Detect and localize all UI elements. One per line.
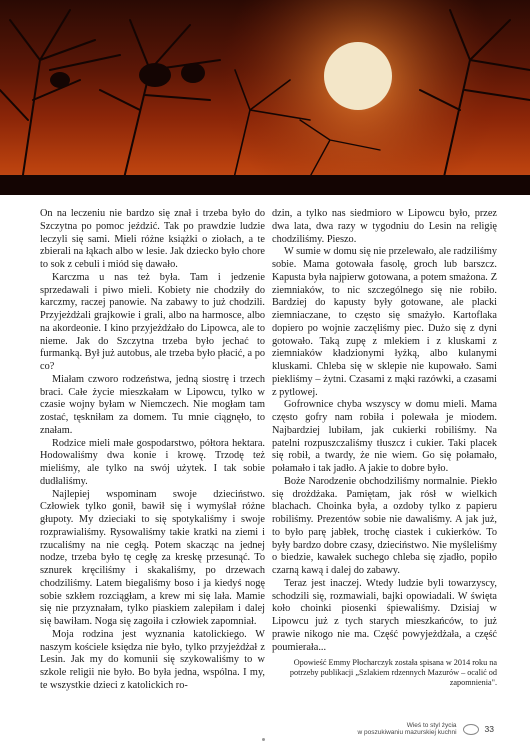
source-caption: Opowieść Emmy Płocharczyk została spisana w 2014 roku na potrzeby publikacji „Szlakiem rdzennych Mazurów – ocalić od zapomnienia". [289,658,497,688]
sunset-trees-illustration [0,0,530,195]
page-number: 33 [484,724,494,734]
paragraph: dzin, a tylko nas siedmioro w Lipowcu było, przez dwa lata, dwa razy w tygodniu do Lesin na religię chodziliśmy. Pieszo. [272,208,497,245]
paragraph: Rodzice mieli małe gospodarstwo, półtora hektara. Hodowaliśmy dwa konie i krowę. Trzodę też mieliśmy, ale tylko na swój użytek. I tak sobie dudłaliśmy. [40,437,265,487]
article-column-left [40,208,265,693]
divider-dot [262,738,265,741]
paragraph: Boże Narodzenie obchodziliśmy normalnie. Piekło się drożdżaka. Pamiętam, jak rósł w wielkich blachach. Choinka była, a ozdoby tylko z papieru robiliśmy. Prezentów sobie nie dawaliśmy. A jak już, to było parę jabłek, trochę ciastek i cukierków. To były bardzo dobre czasy, dzieciństwo. Nie myśleliśmy o biedzie, kawałek suchego chleba się zjadło, popiło czarną kawą i dalej do zabawy. [272,475,497,576]
paragraph: On na leczeniu nie bardzo się znał i trzeba było do Szczytna po pomoc jeździć. Tak po prawdzie ludzie leczyli się sami. Mieli różne książki o ziołach, a te zbierali na łąkach albo w lesie. Jak dziecko było chore to sok z cebuli i miód się dawało. [40,208,265,270]
brand-subtitle: w poszukiwaniu mazurskiej kuchni [357,729,457,736]
publication-brand [358,722,457,736]
paragraph: Moja rodzina jest wyznania katolickiego. W naszym kościele księdza nie było, tylko przyjeżdżał z Lesin. Jak my do komunii się szykowaliśmy to w szkole religii nie było. Bo była jedna, wspólna. I my, te wszystkie dzieci z katolickich ro- [40,628,265,691]
brand-logo-icon [463,724,479,735]
paragraph: Gofrownice chyba wszyscy w domu mieli. Mama często gofry nam robiła i polewała je miodem. Najbardziej lubiłam, jak cukierki robiliśmy. Na patelni rozpuszczaliśmy tłuszcz i cukier. Taki placek się robił, a twardy, że nie wiem. Go się połamało, połamało i tak jadło. A jakie to dobre było. [272,399,497,474]
brand-title: Wieś to styl życia [406,722,457,729]
paragraph: Najlepiej wspominam swoje dzieciństwo. Człowiek tylko gonił, bawił się i wymyślał różne głupoty. My dzieciaki to się spotykaliśmy i swoje rozprawialiśmy. Rysowaliśmy takie kratki na ziemi i rzucaliśmy na nie cegłą. Potem skacząc na jednej nodze, trzeba było tę cegłę za kreskę przesunąć. To sznurek kręciliśmy i skakaliśmy, po drzewach chodziliśmy. Latem biegaliśmy boso i ja kiedyś nogę sobie szkłem rozciągłam, a krew mi się lała. Mamie się nie przyznałam, tylko piaskiem zalepiłam i dalej się bawiłam. Noga się zagoiła i człowiek zapomniał. [40,488,265,627]
paragraph: Miałam czworo rodzeństwa, jedną siostrę i trzech braci. Całe życie mieszkałam w Lipowcu, tylko w czasie wojny byłam w Niemczech. Nie mogłam tam zostać, tęskniłam za domem. Tu mnie ciągnęło, to znałam. [40,373,265,436]
paragraph: W sumie w domu się nie przelewało, ale radziliśmy sobie. Mama gotowała fasolę, groch lub barszcz. Kapusta była najpierw gotowana, a potem smażona. Z ziemniaków, to nic szczególnego się nie robiło. Bardziej do kapusty były gotowane, ale placki ziemniaczane, to często się smażyło. Kartoflaka dopiero po wojnie zaczęliśmy piec. Dużo się z dyni gotowało. Taką zupę z mlekiem i z kluskami z ziemniaków kładzionymi łyżką, albo kulanymi kluskami. Chleba się w sklepie nie kupowało. Sami piekliśmy – żytni. Czasami z mąki razówki, a czasami z pytlowej. [272,246,497,398]
paragraph: Teraz jest inaczej. Wtedy ludzie byli towarzyscy, schodzili się, rozmawiali, bajki opowiadali. W święta koło choinki piosenki śpiewaliśmy. Dzisiaj w Lipowcu już z tych starych mieszkańców, to już prawie nikogo nie ma. Część powyjeżdżała, a część poumierała... [272,577,497,653]
sunset-photo [0,0,530,195]
article-column-right [272,208,497,688]
paragraph: Karczma u nas też była. Tam i jedzenie sprzedawali i piwo mieli. Kobiety nie chodziły do karczmy, raczej panowie. Na zabawy to już chodzili. Przyjeżdżali grajkowie i grali, albo na harmosce, albo na akordeonie. I kino przyjeżdżało do Lipowca, ale to nieme. Jak do Szczytna trzeba było jechać to furmanką. Był już autobus, ale trzeba było płacić, a po co? [40,271,265,372]
page-footer [358,722,494,736]
sun-icon [324,42,392,110]
